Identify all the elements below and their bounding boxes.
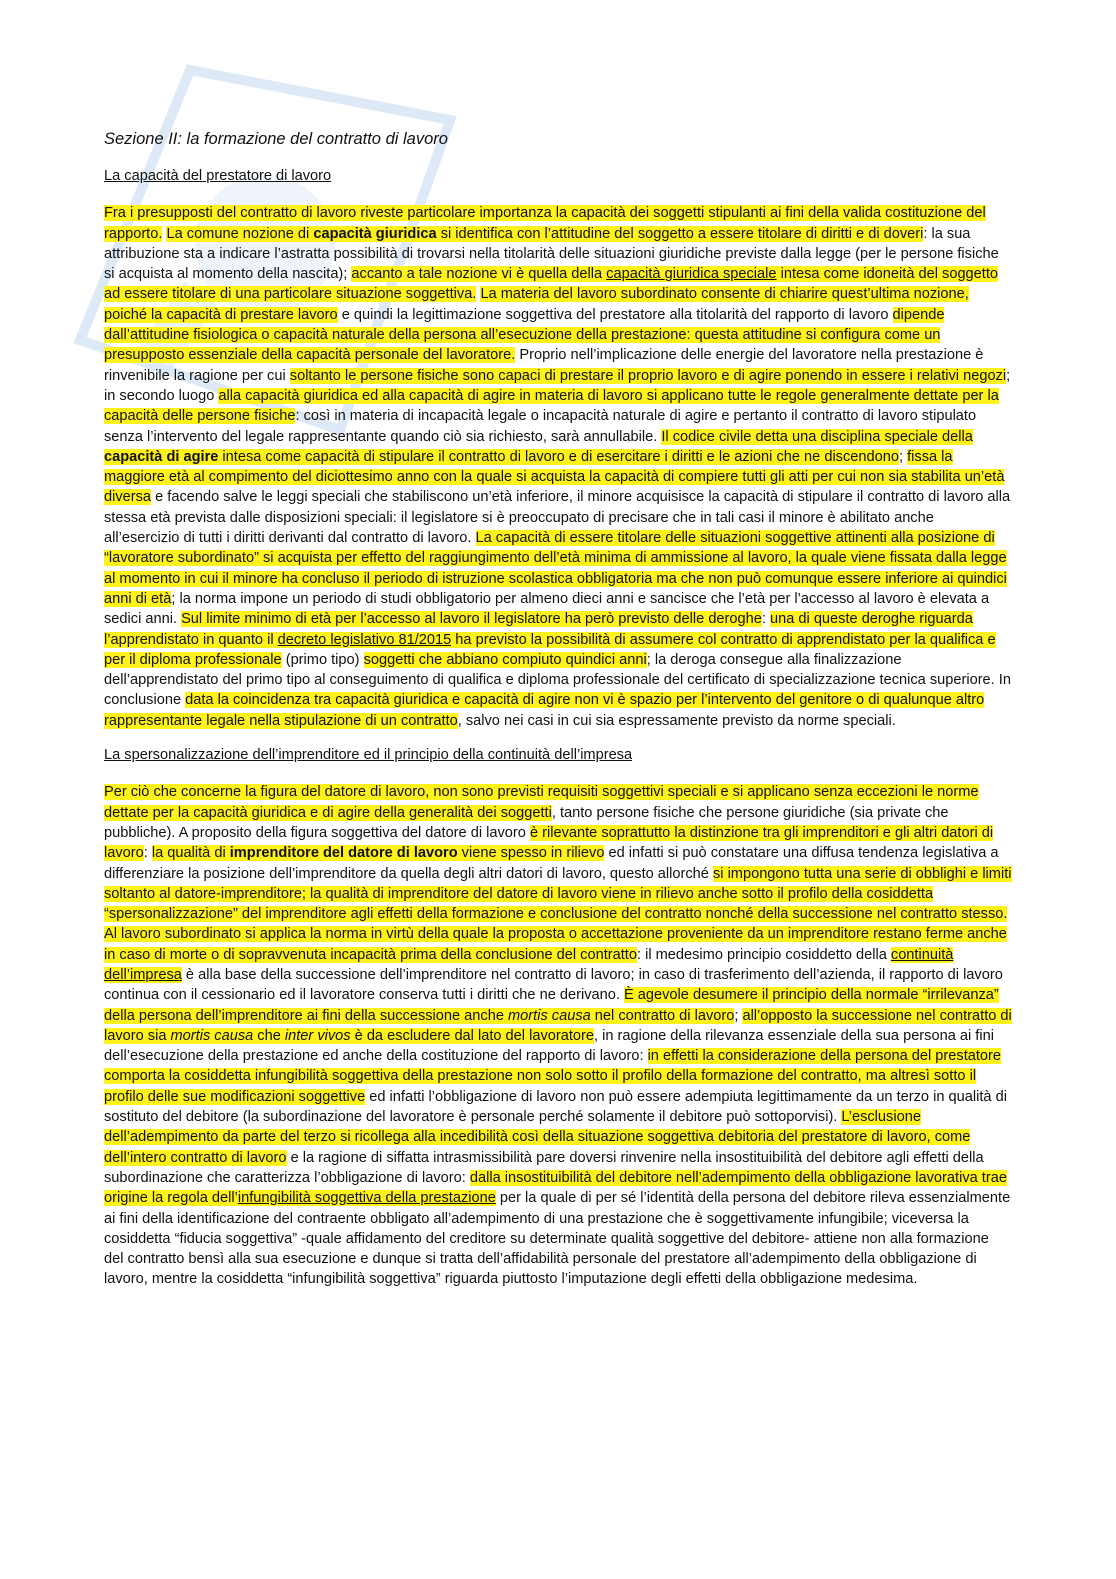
text-run: ; la norma impone un periodo di studi obbligatorio per almeno dieci anni e sancisce che l’età per l’accesso al lavoro è elevata a sedici anni.	[104, 590, 990, 628]
highlighted-text: si impongono tutta una serie di obblighi e limiti soltanto al datore-imprenditore; la qualità di imprenditore del datore di lavoro viene in rilievo anche sotto il profilo della cosiddetta “spersonalizzazione” del imprenditore agli effetti della formazione e conclusione del contratto nonché della successione nel contratto stesso.	[104, 865, 1012, 923]
text-run: :	[143, 845, 152, 862]
document-page	[104, 128, 1012, 1304]
text-run: e quindi la legittimazione soggettiva del prestatore alla titolarità del rapporto di lavoro	[337, 306, 893, 323]
text-run: e la ragione di siffatta intrasmissibilità pare doversi rinvenire nella insostituibilità del debitore agli effetti della subordinazione che caratterizza l’obbligazione di lavoro:	[104, 1149, 984, 1186]
section-heading: La capacità del prestatore di lavoro	[104, 168, 332, 184]
highlighted-text: soggetti che abbiano compiuto quindici anni	[363, 651, 647, 668]
text-run: ;	[734, 1007, 743, 1024]
highlighted-text: si identifica con l’attitudine del soggetto a essere titolare di diritti e di doveri	[436, 225, 924, 242]
text-run: ed infatti l’obbligazione di lavoro non può essere adempiuta legittimamente da un terzo in qualità di sostituto del debitore (la subordinazione del lavoratore è personale perché solamente il debitore può sottoporvisi).	[104, 1088, 1007, 1126]
highlighted-text: capacità giuridica speciale	[606, 266, 777, 283]
highlighted-text: mortis causa	[508, 1007, 591, 1024]
text-run: (primo tipo)	[281, 651, 364, 668]
text-run: ; la deroga consegue alla finalizzazione dell’apprendistato del primo tipo al conseguimento di qualifica e diploma professionale del certificato di specializzazione tecnica superiore. In conclusione	[104, 651, 1011, 709]
text-run: ; in secondo luogo	[104, 367, 1011, 404]
text-run: , tanto persone fisiche che persone giuridiche (sia private che pubbliche). A proposito della figura soggettiva del datore di lavoro	[104, 804, 949, 841]
text-run: :	[761, 611, 770, 628]
text-run: Proprio nell’implicazione delle energie del lavoratore nella prestazione è rinvenibile la ragione per cui	[104, 347, 984, 384]
highlighted-text: capacità di agire	[104, 448, 219, 465]
text-run: ;	[898, 448, 908, 465]
highlighted-text: mortis causa	[170, 1027, 254, 1044]
highlighted-text: La comune nozione di	[166, 225, 314, 242]
highlighted-text: È agevole desumere il principio della normale “irrilevanza” della persona dell’imprenditore ai fini della successione anche	[104, 987, 999, 1024]
text-run: : così in materia di incapacità legale o incapacità naturale di agire e pertanto il contratto di lavoro stipulato senza l’intervento del legale rappresentante quando ciò sia richiesto, sarà annullabile.	[104, 408, 977, 445]
highlighted-text: la qualità di	[151, 845, 230, 862]
highlighted-text: è rilevante soprattutto la distinzione tra gli imprenditori e gli altri datori di lavoro	[104, 824, 994, 862]
text-run: e facendo salve le leggi speciali che stabiliscono un’età inferiore, il minore acquisisce la capacità di stipulare il contratto di lavoro alla stessa età prevista dalle disposizioni speciali: il legislatore si è preoccupato di precisare che in tali casi il minore è abilitato anche all’esercizio di tutti i diritti derivanti dal contratto di lavoro.	[104, 489, 1011, 547]
sections-container	[104, 166, 1012, 1290]
section-title: Sezione II: la formazione del contratto di lavoro	[104, 130, 448, 148]
paragraph	[104, 782, 1012, 1289]
highlighted-text: Fra i presupposti del contratto di lavoro riveste particolare importanza la capacità dei soggetti stipulanti ai fini della valida costituzione del rapporto.	[104, 205, 986, 242]
highlighted-text: capacità giuridica	[313, 225, 437, 242]
highlighted-text: La capacità di essere titolare delle situazioni soggettive attinenti alla posizione di “lavoratore subordinato” si acquista per effetto del raggiungimento dell’età minima di ammissione al lavoro, la quale viene fissata dalla legge al momento in cui il minore ha concluso il periodo di istruzione scolastica obbligatoria ma che non può comunque essere inferiore ai quindici anni di età	[104, 530, 1007, 607]
highlighted-text: accanto a tale nozione vi è quella della	[351, 266, 607, 283]
highlighted-text: intesa come idoneità del soggetto ad essere titolare di una particolare situazione soggettiva.	[104, 266, 999, 303]
highlighted-text: decreto legislativo 81/2015	[277, 631, 452, 648]
text-run: , salvo nei casi in cui sia espressamente previsto da norme speciali.	[457, 712, 896, 729]
highlighted-text: è da escludere dal lato del lavoratore	[350, 1027, 594, 1044]
highlighted-text: soltanto le persone fisiche sono capaci di prestare il proprio lavoro e di agire ponendo in essere i relativi negozi	[289, 367, 1007, 384]
text-run: ed infatti si può constatare una diffusa tendenza legislativa a differenziare la posizione dell’imprenditore da quella degli altri datori di lavoro, questo allorché	[104, 845, 999, 882]
text-run: : la sua attribuzione sta a indicare l’astratta possibilità di trovarsi nella titolarità delle situazioni giuridiche previste dalla legge (per le persone fisiche si acquista al momento della nascita);	[104, 225, 999, 283]
highlighted-text: intesa come capacità di stipulare il contratto di lavoro e di esercitare i diritti e le azioni che ne discendono	[218, 448, 899, 465]
text-run: per la quale di per sé l’identità della persona del debitore rileva essenzialmente ai fini della identificazione del contraente obbligato all’adempimento di una prestazione che è soggettivamente infungibile; viceversa la cosiddetta “fiducia soggettiva” -quale affidamento del creditore su determinate qualità soggettive del debitore- attiene non alla formazione del contratto bensì alla sua esecuzione e dunque si tratta dell’affidabilità personale del prestatore all’adempimento della obbligazione di lavoro, mentre la cosiddetta “infungibilità soggettiva” riguarda piuttosto l’imputazione degli effetti della obbligazione medesima.	[104, 1190, 1011, 1288]
highlighted-text: Il codice civile detta una disciplina speciale della	[661, 428, 973, 445]
highlighted-text: L’esclusione dell’adempimento da parte del terzo si ricollega alla incedibilità così della situazione soggettiva debitoria del prestatore di lavoro, come dell’intero contratto di lavoro	[104, 1109, 971, 1166]
text-run: è alla base della successione dell’imprenditore nel contratto di lavoro; in caso di trasferimento dell’azienda, il rapporto di lavoro continua con il cessionario ed il lavoratore conserva tutti i diritti che ne derivano.	[104, 966, 1003, 1004]
highlighted-text: che	[253, 1027, 285, 1044]
highlighted-text: Sul limite minimo di età per l’accesso al lavoro il legislatore ha però previsto delle deroghe	[181, 611, 762, 628]
highlighted-text: una di queste deroghe riguarda l’apprendistato in quanto il	[104, 611, 973, 648]
highlighted-text: in effetti la considerazione della persona del prestatore comporta la cosiddetta infungibilità soggettiva della prestazione non solo sotto il profilo della formazione del contratto, ma altresì sotto il profilo delle sue modificazioni soggettive	[104, 1048, 1002, 1105]
highlighted-text: dalla insostituibilità del debitore nell’adempimento della obbligazione lavorativa trae origine la regola dell’	[104, 1169, 1007, 1207]
highlighted-text: dipende dall’attitudine fisiologica o capacità naturale della persona all’esecuzione della prestazione: questa attitudine si configura come un presupposto essenziale della capacità personale del lavoratore.	[104, 306, 945, 364]
highlighted-text: alla capacità giuridica ed alla capacità di agire in materia di lavoro si applicano tutte le regole generalmente dettate per la capacità delle persone fisiche	[104, 387, 999, 425]
highlighted-text: nel contratto di lavoro	[590, 1007, 735, 1024]
highlighted-text: infungibilità soggettiva della prestazione	[237, 1190, 496, 1207]
highlighted-text: data la coincidenza tra capacità giuridica e capacità di agire non vi è spazio per l’intervento del genitore o di qualunque altro rappresentante legale nella stipulazione di un contratto	[104, 692, 985, 729]
highlighted-text: inter vivos	[284, 1027, 351, 1044]
text-run: : il medesimo principio cosiddetto della	[636, 946, 891, 963]
highlighted-text: viene spesso in rilievo	[457, 845, 605, 862]
highlighted-text: ha previsto la possibilità di assumere col contratto di apprendistato per la qualifica e per il diploma professionale	[104, 631, 996, 668]
highlighted-text: La materia del lavoro subordinato consente di chiarire quest’ultima nozione, poiché la capacità di prestare lavoro	[104, 286, 969, 323]
highlighted-text: fissa la maggiore età al compimento del diciottesimo anno con la quale si acquista la capacità di compiere tutti gli atti per cui non sia stabilita un’età diversa	[104, 448, 1005, 506]
highlighted-text: imprenditore del datore di lavoro	[229, 845, 458, 862]
highlighted-text: all’opposto la successione nel contratto di lavoro sia	[104, 1007, 1012, 1044]
text-run: , in ragione della rilevanza essenziale della sua persona ai fini dell’esecuzione della prestazione ed anche della costituzione del rapporto di lavoro:	[104, 1027, 994, 1065]
highlighted-text: continuità dell’impresa	[104, 946, 954, 983]
section-heading: La spersonalizzazione dell’imprenditore ed il principio della continuità dell’impresa	[104, 747, 633, 764]
highlighted-text: Per ciò che concerne la figura del datore di lavoro, non sono previsti requisiti soggettivi speciali e si applicano senza eccezioni le norme dettate per la capacità giuridica e di agire della generalità dei soggetti	[104, 784, 979, 821]
paragraph	[104, 203, 1012, 731]
highlighted-text: Al lavoro subordinato si applica la norma in virtù della quale la proposta o accettazione proveniente da un imprenditore restano ferme anche in caso di morte o di sopravvenuta incapacità prima della conclusione del contratto	[104, 926, 1007, 963]
